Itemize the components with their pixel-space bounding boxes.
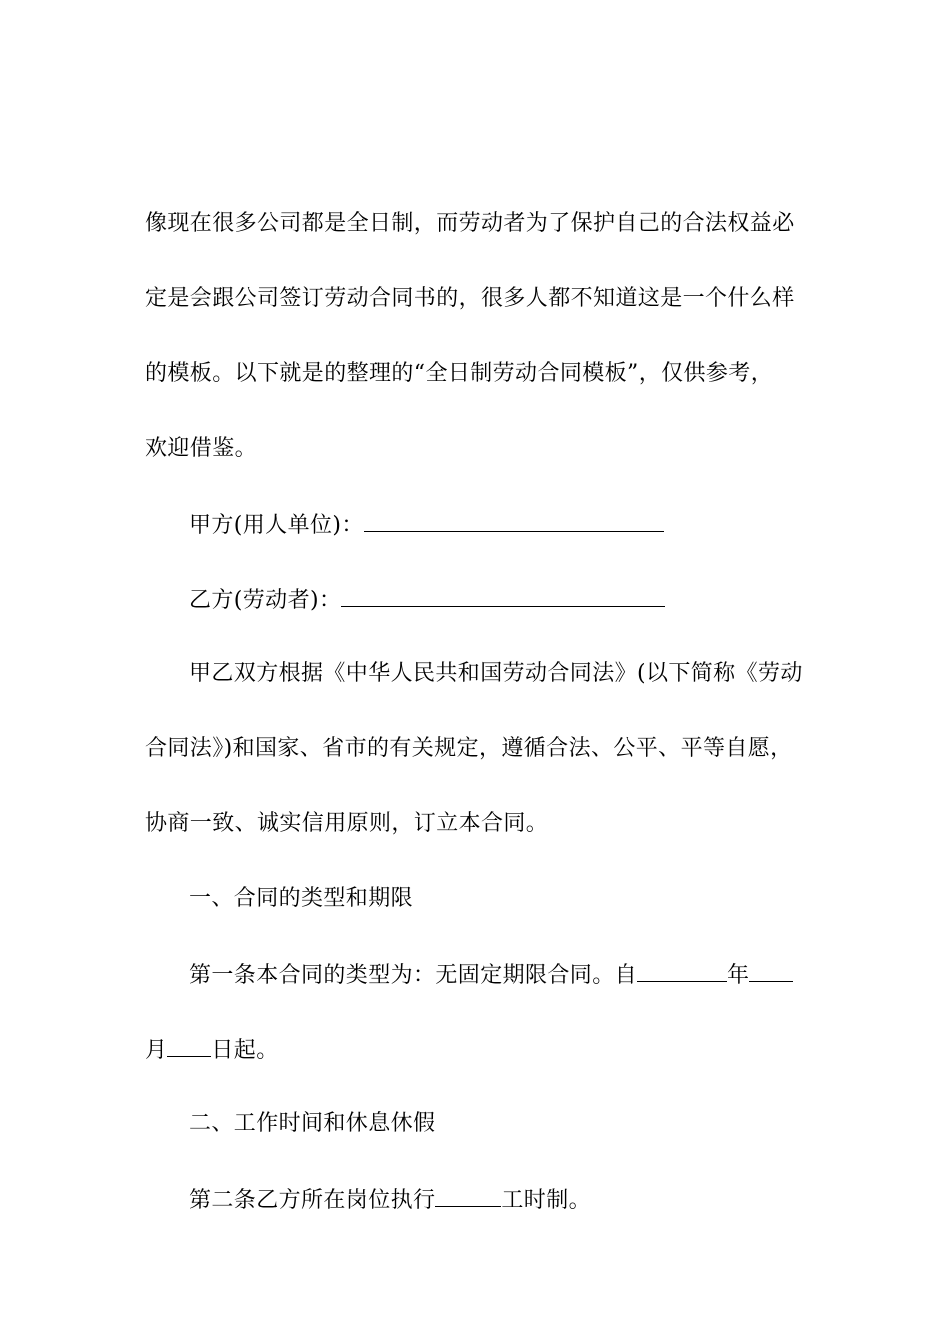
intro-line-3: 的模板。以下就是的整理的“全日制劳动合同模板”，仅供参考， bbox=[145, 361, 774, 386]
work-hours-blank bbox=[435, 1184, 501, 1207]
day-text: 日起。 bbox=[211, 1038, 279, 1063]
year-unit: 年 bbox=[727, 963, 750, 988]
party-b-field bbox=[189, 584, 665, 616]
article-1-text: 第一条本合同的类型为：无固定期限合同。自 bbox=[189, 963, 638, 988]
section-2-heading: 二、工作时间和休息休假 bbox=[189, 1111, 436, 1136]
party-b-label: 乙方(劳动者)： bbox=[189, 588, 342, 613]
preamble-line-2: 合同法》)和国家、省市的有关规定，遵循合法、公平、平等自愿， bbox=[145, 736, 793, 761]
section-1-heading: 一、合同的类型和期限 bbox=[189, 886, 414, 911]
year-blank bbox=[637, 959, 727, 982]
article-2-text: 第二条乙方所在岗位执行 bbox=[189, 1188, 436, 1213]
month-unit: 月 bbox=[145, 1038, 168, 1063]
party-a-field bbox=[189, 509, 664, 541]
article-1-line-2 bbox=[145, 1034, 279, 1066]
intro-line-2: 定是会跟公司签订劳动合同书的，很多人都不知道这是一个什么样 bbox=[145, 286, 795, 311]
article-2-suffix: 工时制。 bbox=[501, 1188, 592, 1213]
preamble-line-1: 甲乙双方根据《中华人民共和国劳动合同法》(以下简称《劳动 bbox=[189, 661, 803, 686]
intro-line-4: 欢迎借鉴。 bbox=[145, 436, 258, 461]
article-2-line-1 bbox=[189, 1184, 591, 1216]
intro-line-1: 像现在很多公司都是全日制，而劳动者为了保护自己的合法权益必 bbox=[145, 211, 795, 236]
party-a-label: 甲方(用人单位)： bbox=[189, 513, 364, 538]
preamble-line-3: 协商一致、诚实信用原则，订立本合同。 bbox=[145, 811, 549, 836]
month-blank bbox=[749, 959, 793, 982]
article-1-line-1 bbox=[189, 959, 793, 991]
day-blank bbox=[167, 1034, 211, 1057]
party-b-blank bbox=[341, 584, 665, 607]
party-a-blank bbox=[364, 509, 664, 532]
